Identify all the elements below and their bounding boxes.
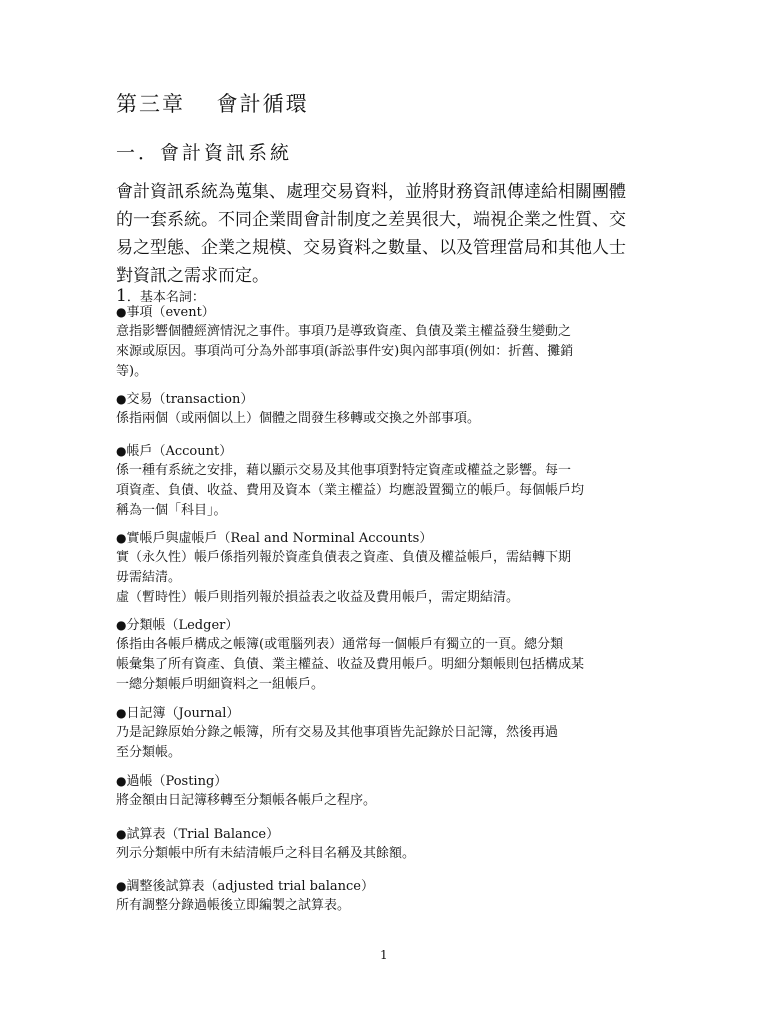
term-body-line: 意指影響個體經濟情況之事件。事項乃是導致資產、負債及業主權益發生變動之	[116, 324, 572, 339]
intro-line: 會計資訊系統為蒐集、處理交易資料，並將財務資訊傳達給相關團體	[116, 182, 626, 202]
term-body-line: 稱為一個「科目」。	[116, 503, 227, 518]
term-title-text: 交易（transaction）	[126, 392, 254, 407]
term-title	[116, 877, 656, 896]
term-body-line: 帳彙集了所有資產、負債、業主權益、收益及費用帳戶。明細分類帳則包括構成某	[116, 657, 585, 672]
term-body-line: 毋需結清。	[116, 570, 182, 585]
term-title	[116, 390, 656, 409]
term-body-line: 至分類帳。	[116, 745, 182, 760]
term-adjusted-trial-balance	[116, 877, 656, 916]
term-body-line: 虛（暫時性）帳戶則指列報於損益表之收益及費用帳戶，需定期結清。	[116, 590, 520, 605]
intro-line: 的一套系統。不同企業間會計制度之差異很大，端視企業之性質、交	[116, 210, 626, 230]
term-body-line: 乃是記錄原始分錄之帳簿，所有交易及其他事項皆先記錄於日記簿，然後再過	[116, 725, 559, 740]
term-title-text: 帳戶（Account）	[126, 444, 233, 459]
term-real-nominal-accounts	[116, 529, 656, 608]
bullet-icon: ●	[116, 444, 127, 458]
term-title-text: 實帳戶與虛帳戶（Real and Norminal Accounts）	[126, 531, 433, 546]
term-account	[116, 442, 656, 521]
term-title	[116, 442, 656, 461]
bullet-icon: ●	[116, 774, 127, 788]
term-trial-balance	[116, 825, 656, 864]
term-body-line: 列示分類帳中所有未結清帳戶之科目名稱及其餘額。	[116, 846, 416, 861]
intro-line: 對資訊之需求而定。	[116, 266, 269, 286]
term-title	[116, 529, 656, 548]
term-body-line: 實（永久性）帳戶係指列報於資產負債表之資產、負債及權益帳戶，需結轉下期	[116, 550, 572, 565]
term-title-text: 調整後試算表（adjusted trial balance）	[126, 879, 374, 894]
term-event	[116, 303, 656, 382]
term-body-line: 來源或原因。事項尚可分為外部事項(訴訟事件安)與內部事項(例如：折舊、攤銷	[116, 344, 574, 359]
term-title	[116, 704, 656, 723]
subheading-number: 1	[116, 286, 127, 306]
term-title	[116, 303, 656, 322]
term-body-line: 項資產、負債、收益、費用及資本（業主權益）均應設置獨立的帳戶。每個帳戶均	[116, 483, 585, 498]
term-posting	[116, 772, 656, 811]
term-body-line: 係指兩個（或兩個以上）個體之間發生移轉或交換之外部事項。	[116, 411, 481, 426]
term-title	[116, 825, 656, 844]
intro-paragraph	[116, 178, 656, 290]
term-transaction	[116, 390, 656, 429]
term-title	[116, 772, 656, 791]
intro-line: 易之型態、企業之規模、交易資料之數量、以及管理當局和其他人士	[116, 238, 626, 258]
section-title: 一．會計資訊系統	[116, 142, 293, 164]
term-title-text: 過帳（Posting）	[126, 774, 228, 789]
bullet-icon: ●	[116, 531, 127, 545]
term-title-text: 試算表（Trial Balance）	[126, 827, 280, 842]
chapter-title: 第三章 會計循環	[116, 92, 309, 116]
term-body-line: 所有調整分錄過帳後立即編製之試算表。	[116, 898, 351, 913]
term-body-line: 將金額由日記簿移轉至分類帳各帳戶之程序。	[116, 793, 377, 808]
subheading-label: ．基本名詞：	[126, 290, 205, 305]
term-journal	[116, 704, 656, 763]
bullet-icon: ●	[116, 827, 127, 841]
bullet-icon: ●	[116, 392, 127, 406]
term-ledger	[116, 616, 656, 695]
term-title	[116, 616, 656, 635]
term-body-line: 係一種有系統之安排，藉以顯示交易及其他事項對特定資產或權益之影響。每一	[116, 463, 572, 478]
term-title-text: 日記簿（Journal）	[126, 706, 240, 721]
bullet-icon: ●	[116, 706, 127, 720]
bullet-icon: ●	[116, 618, 127, 632]
term-title-text: 分類帳（Ledger）	[126, 618, 239, 633]
term-body-line: 係指由各帳戶構成之帳簿(或電腦列表）通常每一個帳戶有獨立的一頁。總分類	[116, 637, 564, 652]
term-body-line: 一總分類帳戶明細資料之一組帳戶。	[116, 677, 325, 692]
term-title-text: 事項（event）	[126, 305, 215, 320]
bullet-icon: ●	[116, 305, 127, 319]
bullet-icon: ●	[116, 879, 127, 893]
page-number: 1	[380, 948, 388, 962]
term-body-line: 等)。	[116, 364, 148, 379]
